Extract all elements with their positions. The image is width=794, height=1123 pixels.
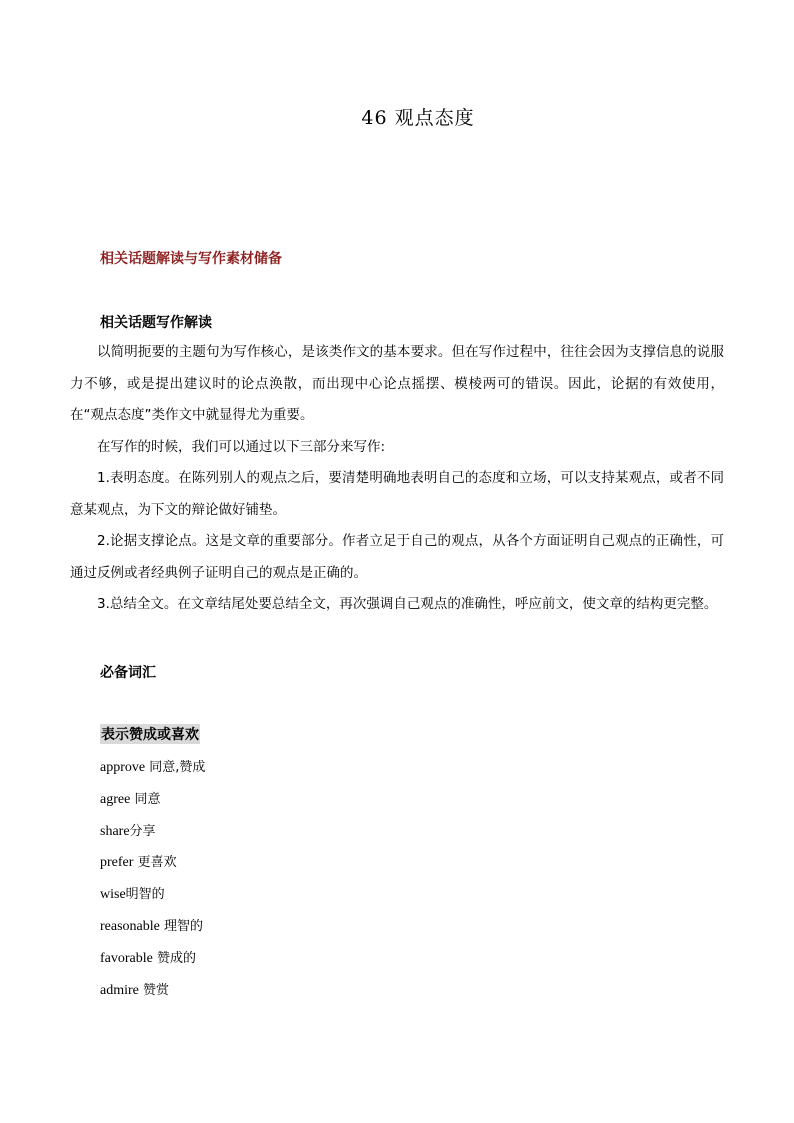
vocab-en: favorable xyxy=(100,950,153,966)
vocab-item xyxy=(100,879,205,911)
section-heading: 相关话题解读与写作素材储备 xyxy=(100,251,282,267)
paragraph: 在写作的时候，我们可以通过以下三部分来写作: xyxy=(97,438,386,455)
vocab-en: reasonable xyxy=(100,918,160,934)
vocab-zh: 分享 xyxy=(129,823,156,839)
paragraph: 以简明扼要的主题句为写作核心，是该类作文的基本要求。但在写作过程中，往往会因为支撑信息的说服力不够，或是提出建议时的论点涣散，而出现中心论点摇摆、模棱两可的错误。因此，论据的有效使用，在“观点态度”类作文中就显得尤为重要。 xyxy=(70,344,724,423)
vocab-zh: 明智的 xyxy=(125,887,165,903)
vocab-item xyxy=(100,816,205,848)
vocab-item xyxy=(100,784,205,816)
vocab-en: approve xyxy=(100,760,146,775)
page-title: 46 观点态度 xyxy=(361,107,475,129)
vocab-subheading: 表示赞成或喜欢 xyxy=(100,724,200,744)
vocab-list xyxy=(100,752,205,1006)
vocab-en: prefer xyxy=(100,855,134,871)
vocab-en: share xyxy=(100,823,130,839)
vocab-en: agree xyxy=(100,791,131,807)
vocab-zh: 更喜欢 xyxy=(137,855,177,871)
writing-body xyxy=(70,337,724,621)
vocab-item xyxy=(100,975,205,1007)
vocab-zh: 同意 xyxy=(134,791,161,807)
vocab-en: admire xyxy=(100,982,139,998)
vocab-zh: 理智的 xyxy=(164,918,204,934)
paragraph: 3.总结全文。在文章结尾处要总结全文，再次强调自己观点的准确性，呼应前文，使文章的结构更完整。 xyxy=(97,596,718,612)
vocab-zh: 同意,赞成 xyxy=(149,760,206,775)
vocab-item xyxy=(100,752,205,784)
vocab-item xyxy=(100,911,205,943)
writing-heading: 相关话题写作解读 xyxy=(100,315,212,331)
vocab-en: wise xyxy=(100,887,126,903)
paragraph: 2.论据支撑论点。这是文章的重要部分。作者立足于自己的观点，从各个方面证明自己观点的正确性，可通过反例或者经典例子证明自己的观点是正确的。 xyxy=(70,533,724,581)
vocab-item xyxy=(100,847,205,879)
vocab-zh: 赞赏 xyxy=(143,982,170,998)
paragraph: 1.表明态度。在陈列别人的观点之后，要清楚明确地表明自己的态度和立场，可以支持某观点，或者不同意某观点，为下文的辩论做好铺垫。 xyxy=(70,470,724,518)
vocab-heading: 必备词汇 xyxy=(100,665,156,681)
vocab-zh: 赞成的 xyxy=(157,950,197,966)
vocab-item xyxy=(100,943,205,975)
